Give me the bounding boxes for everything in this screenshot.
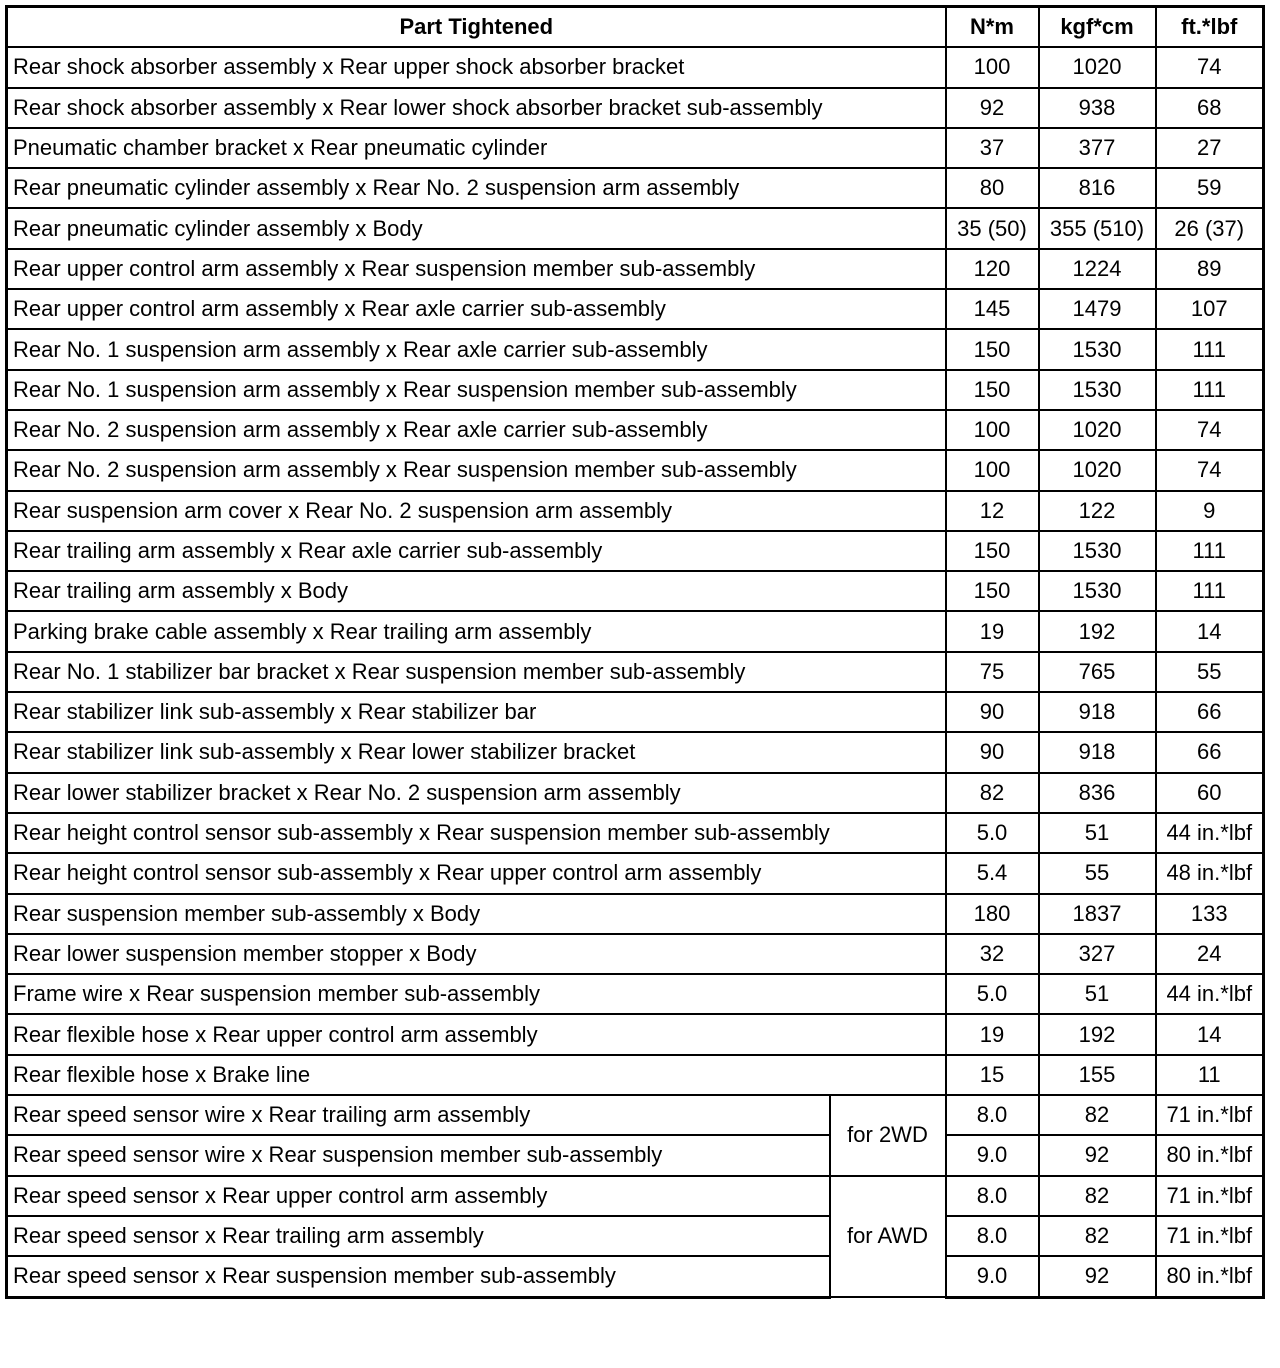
table-row (7, 88, 1264, 128)
header-kgfcm: kgf*cm (1039, 7, 1156, 48)
table-row (7, 1256, 1264, 1297)
ftlbf-cell: 44 in.*lbf (1156, 974, 1264, 1014)
part-cell: Rear suspension member sub-assembly x Body (7, 894, 946, 934)
ftlbf-cell: 44 in.*lbf (1156, 813, 1264, 853)
nm-cell: 145 (946, 289, 1039, 329)
ftlbf-cell: 55 (1156, 652, 1264, 692)
table-row (7, 1216, 1264, 1256)
header-part-tightened: Part Tightened (7, 7, 946, 48)
ftlbf-cell: 71 in.*lbf (1156, 1216, 1264, 1256)
part-cell: Rear trailing arm assembly x Body (7, 571, 946, 611)
ftlbf-cell: 48 in.*lbf (1156, 853, 1264, 893)
kgfcm-cell: 355 (510) (1039, 208, 1156, 248)
condition-cell: for 2WD (830, 1095, 946, 1176)
nm-cell: 90 (946, 732, 1039, 772)
nm-cell: 37 (946, 128, 1039, 168)
kgfcm-cell: 82 (1039, 1216, 1156, 1256)
nm-cell: 100 (946, 450, 1039, 490)
nm-cell: 120 (946, 249, 1039, 289)
part-cell: Frame wire x Rear suspension member sub-assembly (7, 974, 946, 1014)
nm-cell: 32 (946, 934, 1039, 974)
table-row (7, 571, 1264, 611)
kgfcm-cell: 1224 (1039, 249, 1156, 289)
kgfcm-cell: 155 (1039, 1055, 1156, 1095)
nm-cell: 8.0 (946, 1176, 1039, 1216)
part-cell: Rear stabilizer link sub-assembly x Rear lower stabilizer bracket (7, 732, 946, 772)
nm-cell: 35 (50) (946, 208, 1039, 248)
ftlbf-cell: 74 (1156, 410, 1264, 450)
part-cell: Rear No. 1 suspension arm assembly x Rear suspension member sub-assembly (7, 370, 946, 410)
kgfcm-cell: 1020 (1039, 47, 1156, 87)
table-row (7, 410, 1264, 450)
nm-cell: 19 (946, 1014, 1039, 1054)
table-row (7, 1176, 1264, 1216)
nm-cell: 100 (946, 410, 1039, 450)
kgfcm-cell: 327 (1039, 934, 1156, 974)
kgfcm-cell: 836 (1039, 773, 1156, 813)
kgfcm-cell: 192 (1039, 1014, 1156, 1054)
nm-cell: 19 (946, 611, 1039, 651)
table-row (7, 732, 1264, 772)
kgfcm-cell: 918 (1039, 732, 1156, 772)
part-cell: Rear upper control arm assembly x Rear axle carrier sub-assembly (7, 289, 946, 329)
ftlbf-cell: 133 (1156, 894, 1264, 934)
part-cell: Rear speed sensor wire x Rear suspension member sub-assembly (7, 1135, 830, 1175)
table-row (7, 531, 1264, 571)
table-row (7, 894, 1264, 934)
part-cell: Rear speed sensor wire x Rear trailing arm assembly (7, 1095, 830, 1135)
part-cell: Rear shock absorber assembly x Rear upper shock absorber bracket (7, 47, 946, 87)
ftlbf-cell: 9 (1156, 491, 1264, 531)
table-row (7, 289, 1264, 329)
part-cell: Rear upper control arm assembly x Rear suspension member sub-assembly (7, 249, 946, 289)
kgfcm-cell: 55 (1039, 853, 1156, 893)
ftlbf-cell: 111 (1156, 571, 1264, 611)
part-cell: Rear No. 1 stabilizer bar bracket x Rear suspension member sub-assembly (7, 652, 946, 692)
nm-cell: 150 (946, 531, 1039, 571)
nm-cell: 80 (946, 168, 1039, 208)
table-row (7, 329, 1264, 369)
table-row (7, 1014, 1264, 1054)
table-row (7, 1135, 1264, 1175)
nm-cell: 82 (946, 773, 1039, 813)
ftlbf-cell: 89 (1156, 249, 1264, 289)
header-nm: N*m (946, 7, 1039, 48)
nm-cell: 12 (946, 491, 1039, 531)
ftlbf-cell: 66 (1156, 732, 1264, 772)
nm-cell: 150 (946, 329, 1039, 369)
part-cell: Rear speed sensor x Rear trailing arm assembly (7, 1216, 830, 1256)
part-cell: Rear flexible hose x Brake line (7, 1055, 946, 1095)
kgfcm-cell: 1530 (1039, 571, 1156, 611)
nm-cell: 5.0 (946, 974, 1039, 1014)
torque-specification-table (5, 5, 1265, 1299)
table-row (7, 370, 1264, 410)
part-cell: Parking brake cable assembly x Rear trailing arm assembly (7, 611, 946, 651)
table-row (7, 611, 1264, 651)
table-row (7, 47, 1264, 87)
nm-cell: 9.0 (946, 1256, 1039, 1297)
table-row (7, 450, 1264, 490)
kgfcm-cell: 1530 (1039, 531, 1156, 571)
part-cell: Rear trailing arm assembly x Rear axle carrier sub-assembly (7, 531, 946, 571)
table-row (7, 208, 1264, 248)
ftlbf-cell: 80 in.*lbf (1156, 1135, 1264, 1175)
ftlbf-cell: 111 (1156, 531, 1264, 571)
ftlbf-cell: 74 (1156, 450, 1264, 490)
table-row (7, 652, 1264, 692)
kgfcm-cell: 82 (1039, 1095, 1156, 1135)
ftlbf-cell: 74 (1156, 47, 1264, 87)
kgfcm-cell: 1837 (1039, 894, 1156, 934)
table-row (7, 491, 1264, 531)
header-ftlbf: ft.*lbf (1156, 7, 1264, 48)
part-cell: Rear stabilizer link sub-assembly x Rear stabilizer bar (7, 692, 946, 732)
kgfcm-cell: 92 (1039, 1135, 1156, 1175)
nm-cell: 180 (946, 894, 1039, 934)
nm-cell: 15 (946, 1055, 1039, 1095)
kgfcm-cell: 816 (1039, 168, 1156, 208)
kgfcm-cell: 82 (1039, 1176, 1156, 1216)
part-cell: Rear pneumatic cylinder assembly x Rear No. 2 suspension arm assembly (7, 168, 946, 208)
kgfcm-cell: 1530 (1039, 370, 1156, 410)
part-cell: Rear No. 2 suspension arm assembly x Rear axle carrier sub-assembly (7, 410, 946, 450)
part-cell: Rear height control sensor sub-assembly x Rear suspension member sub-assembly (7, 813, 946, 853)
part-cell: Rear pneumatic cylinder assembly x Body (7, 208, 946, 248)
kgfcm-cell: 377 (1039, 128, 1156, 168)
kgfcm-cell: 92 (1039, 1256, 1156, 1297)
kgfcm-cell: 1020 (1039, 450, 1156, 490)
table-row (7, 168, 1264, 208)
table-row (7, 692, 1264, 732)
part-cell: Rear height control sensor sub-assembly x Rear upper control arm assembly (7, 853, 946, 893)
ftlbf-cell: 59 (1156, 168, 1264, 208)
kgfcm-cell: 1530 (1039, 329, 1156, 369)
nm-cell: 92 (946, 88, 1039, 128)
ftlbf-cell: 14 (1156, 611, 1264, 651)
table-row (7, 853, 1264, 893)
nm-cell: 150 (946, 370, 1039, 410)
kgfcm-cell: 51 (1039, 974, 1156, 1014)
ftlbf-cell: 111 (1156, 370, 1264, 410)
nm-cell: 100 (946, 47, 1039, 87)
ftlbf-cell: 111 (1156, 329, 1264, 369)
nm-cell: 5.4 (946, 853, 1039, 893)
ftlbf-cell: 107 (1156, 289, 1264, 329)
part-cell: Rear No. 2 suspension arm assembly x Rear suspension member sub-assembly (7, 450, 946, 490)
nm-cell: 5.0 (946, 813, 1039, 853)
kgfcm-cell: 1020 (1039, 410, 1156, 450)
kgfcm-cell: 122 (1039, 491, 1156, 531)
ftlbf-cell: 27 (1156, 128, 1264, 168)
kgfcm-cell: 51 (1039, 813, 1156, 853)
ftlbf-cell: 66 (1156, 692, 1264, 732)
table-row (7, 128, 1264, 168)
kgfcm-cell: 918 (1039, 692, 1156, 732)
table-row (7, 773, 1264, 813)
nm-cell: 75 (946, 652, 1039, 692)
ftlbf-cell: 68 (1156, 88, 1264, 128)
ftlbf-cell: 60 (1156, 773, 1264, 813)
table-row (7, 934, 1264, 974)
part-cell: Rear lower stabilizer bracket x Rear No. 2 suspension arm assembly (7, 773, 946, 813)
kgfcm-cell: 938 (1039, 88, 1156, 128)
kgfcm-cell: 765 (1039, 652, 1156, 692)
nm-cell: 8.0 (946, 1095, 1039, 1135)
part-cell: Pneumatic chamber bracket x Rear pneumatic cylinder (7, 128, 946, 168)
ftlbf-cell: 26 (37) (1156, 208, 1264, 248)
header-row (7, 7, 1264, 48)
ftlbf-cell: 71 in.*lbf (1156, 1176, 1264, 1216)
part-cell: Rear speed sensor x Rear suspension member sub-assembly (7, 1256, 830, 1297)
part-cell: Rear shock absorber assembly x Rear lower shock absorber bracket sub-assembly (7, 88, 946, 128)
ftlbf-cell: 71 in.*lbf (1156, 1095, 1264, 1135)
kgfcm-cell: 1479 (1039, 289, 1156, 329)
part-cell: Rear No. 1 suspension arm assembly x Rear axle carrier sub-assembly (7, 329, 946, 369)
ftlbf-cell: 24 (1156, 934, 1264, 974)
part-cell: Rear lower suspension member stopper x Body (7, 934, 946, 974)
ftlbf-cell: 80 in.*lbf (1156, 1256, 1264, 1297)
nm-cell: 8.0 (946, 1216, 1039, 1256)
table-row (7, 1095, 1264, 1135)
ftlbf-cell: 11 (1156, 1055, 1264, 1095)
nm-cell: 150 (946, 571, 1039, 611)
ftlbf-cell: 14 (1156, 1014, 1264, 1054)
table-row (7, 249, 1264, 289)
table-row (7, 1055, 1264, 1095)
nm-cell: 90 (946, 692, 1039, 732)
kgfcm-cell: 192 (1039, 611, 1156, 651)
part-cell: Rear suspension arm cover x Rear No. 2 suspension arm assembly (7, 491, 946, 531)
condition-cell: for AWD (830, 1176, 946, 1297)
part-cell: Rear flexible hose x Rear upper control arm assembly (7, 1014, 946, 1054)
table-row (7, 974, 1264, 1014)
table-row (7, 813, 1264, 853)
nm-cell: 9.0 (946, 1135, 1039, 1175)
part-cell: Rear speed sensor x Rear upper control arm assembly (7, 1176, 830, 1216)
